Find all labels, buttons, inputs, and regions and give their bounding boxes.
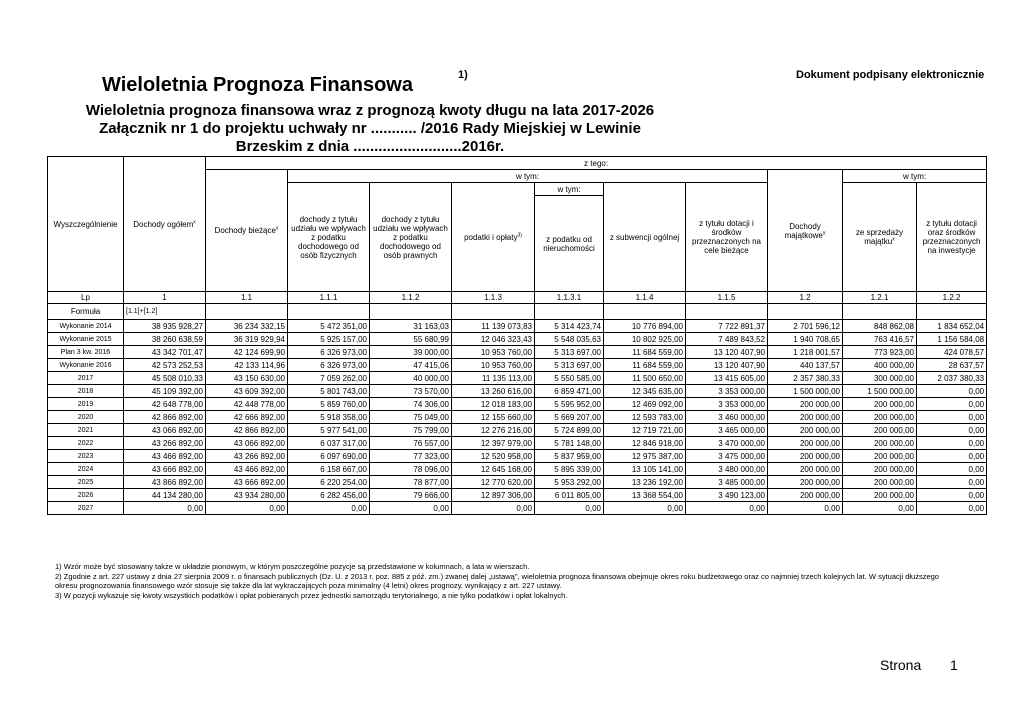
header-cit: dochody z tytułu udziału we wpływach z podatku dochodowego od osób prawnych [370,183,452,292]
lp-cell: 1 [124,292,206,304]
header-dochody-biezace-label: Dochody bieżące [214,226,276,235]
table-cell: 40 000,00 [370,372,452,385]
table-cell: 43 066 892,00 [206,437,288,450]
table-cell: 400 000,00 [843,359,917,372]
table-cell: 6 859 471,00 [535,385,604,398]
table-row [48,463,987,476]
table-cell: 5 724 899,00 [535,424,604,437]
table-cell: 79 666,00 [370,489,452,502]
row-label: 2022 [48,437,124,450]
table-cell: 200 000,00 [843,424,917,437]
table-cell: 43 266 892,00 [124,437,206,450]
table-cell: 0,00 [917,489,987,502]
table-cell: 763 416,57 [843,333,917,346]
table-cell: 1 500 000,00 [768,385,843,398]
table-cell: 3 490 123,00 [686,489,768,502]
table-cell: 75 799,00 [370,424,452,437]
table-cell: 43 466 892,00 [206,463,288,476]
header-podatki-oplaty-label: podatki i opłaty [464,232,518,242]
table-cell: 0,00 [917,398,987,411]
table-row [48,502,987,515]
table-cell: 200 000,00 [843,489,917,502]
table-cell: 43 066 892,00 [124,424,206,437]
table-cell: 5 669 207,00 [535,411,604,424]
formula-row [48,304,987,320]
table-cell: 11 684 559,00 [604,359,686,372]
table-cell: 75 049,00 [370,411,452,424]
row-label: 2027 [48,502,124,515]
lp-cell: 1.1.3.1 [535,292,604,304]
table-cell: 36 319 929,94 [206,333,288,346]
table-cell: 5 595 952,00 [535,398,604,411]
page-number: 1 [950,657,958,673]
table-cell: 12 155 660,00 [452,411,535,424]
table-cell: 43 666 892,00 [124,463,206,476]
table-cell: 6 011 805,00 [535,489,604,502]
table-cell: 38 935 928,27 [124,320,206,333]
header-dochody-majatkowe-label: Dochody majątkowe [784,221,823,240]
subtitle-line-3: Brzeskim z dnia ..........................2016r. [235,138,505,155]
table-cell: 78 877,00 [370,476,452,489]
header-sprzedaz-majatku [843,183,917,292]
note-reference: 1) [458,69,468,81]
table-cell: 44 134 280,00 [124,489,206,502]
row-label: 2019 [48,398,124,411]
table-cell: 5 837 959,00 [535,450,604,463]
subtitle-line-1: Wieloletnia prognoza finansowa wraz z prognozą kwoty długu na lata 2017-2026 [85,102,655,119]
table-cell: 42 866 892,00 [124,411,206,424]
table-cell: 43 342 701,47 [124,346,206,359]
table-cell: 0,00 [604,502,686,515]
table-cell: 0,00 [917,463,987,476]
table-cell: 11 684 559,00 [604,346,686,359]
table-cell: 5 781 148,00 [535,437,604,450]
table-row [48,372,987,385]
table-cell: 5 550 585,00 [535,372,604,385]
lp-cell: Lp [48,292,124,304]
table-cell: 200 000,00 [768,398,843,411]
header-pit: dochody z tytułu udziału we wpływach z podatku dochodowego od osób fizycznych [288,183,370,292]
table-cell: 12 846 918,00 [604,437,686,450]
header-dochody-biezace-sup: x [275,225,279,232]
lp-cell: 1.1.5 [686,292,768,304]
table-cell: 7 722 891,37 [686,320,768,333]
row-label: 2024 [48,463,124,476]
table-cell: 78 096,00 [370,463,452,476]
footnotes [55,562,955,600]
table-cell: 200 000,00 [843,463,917,476]
table-cell: 12 770 620,00 [452,476,535,489]
table-cell: 12 397 979,00 [452,437,535,450]
table-cell: 2 037 380,33 [917,372,987,385]
row-label: Wykonanie 2016 [48,359,124,372]
table-cell: 0,00 [686,502,768,515]
row-label: 2026 [48,489,124,502]
table-cell: 12 469 092,00 [604,398,686,411]
row-label: 2020 [48,411,124,424]
table-cell: 10 953 760,00 [452,359,535,372]
table-cell: 3 460 000,00 [686,411,768,424]
table-cell: 0,00 [917,476,987,489]
table-cell: 13 260 616,00 [452,385,535,398]
lp-cell: 1.1 [206,292,288,304]
table-cell: 6 037 317,00 [288,437,370,450]
table-row [48,424,987,437]
formula-label: Formuła [48,304,124,320]
table-cell: 6 220 254,00 [288,476,370,489]
table-cell: 5 925 157,00 [288,333,370,346]
header-sprzedaz-majatku-label: ze sprzedaży majątku [855,228,904,246]
table-cell: 0,00 [917,437,987,450]
table-cell: 42 666 892,00 [206,411,288,424]
table-cell: 0,00 [370,502,452,515]
table-cell: 28 637,57 [917,359,987,372]
lp-cell: 1.1.3 [452,292,535,304]
footnote-1: 1) Wzór może być stosowany także w układzie pionowym, w którym poszczególne pozycje są przedstawione w kolumnach, a lata w wierszach. [55,562,530,571]
table-cell: 848 862,08 [843,320,917,333]
formula-value: [1.1]+[1.2] [124,304,206,320]
table-cell: 200 000,00 [768,476,843,489]
row-label: 2018 [48,385,124,398]
table-cell: 0,00 [917,424,987,437]
header-dotacje-biezace: z tytułu dotacji i środków przeznaczonych na cele bieżące [686,183,768,292]
table-cell: 12 046 323,43 [452,333,535,346]
table-cell: 42 448 778,00 [206,398,288,411]
table-cell: 13 120 407,90 [686,346,768,359]
table-cell: 6 097 690,00 [288,450,370,463]
table-cell: 55 680,99 [370,333,452,346]
table-cell: 12 520 958,00 [452,450,535,463]
table-cell: 12 645 168,00 [452,463,535,476]
signature-notice: Dokument podpisany elektronicznie [796,69,985,81]
table-cell: 77 323,00 [370,450,452,463]
table-cell: 43 666 892,00 [206,476,288,489]
table-body [48,320,987,515]
table-cell: 5 918 358,00 [288,411,370,424]
table-cell: 200 000,00 [843,476,917,489]
table-cell: 12 975 387,00 [604,450,686,463]
table-cell: 2 357 380,33 [768,372,843,385]
lp-cell: 1.2 [768,292,843,304]
footnote-3: 3) W pozycji wykazuje się kwoty wszystkich podatków i opłat pobieranych przez jednostki samorządu terytorialnego, a nie tylko podatków i opłat lokalnych. [55,590,568,600]
table-cell: 3 465 000,00 [686,424,768,437]
header-sprzedaz-majatku-sup: x [892,236,895,243]
row-label: Plan 3 kw. 2016 [48,346,124,359]
table-cell: 13 415 605,00 [686,372,768,385]
table-cell: 11 135 113,00 [452,372,535,385]
table-cell: 1 156 584,08 [917,333,987,346]
table-cell: 0,00 [917,450,987,463]
page-label: Strona [880,657,922,673]
header-dochody-majatkowe-sup: x [822,229,826,236]
table-cell: 31 163,03 [370,320,452,333]
table-cell: 0,00 [288,502,370,515]
table-cell: 5 859 760,00 [288,398,370,411]
subtitle-line-2: Załącznik nr 1 do projektu uchwały nr ........... /2016 Rady Miejskiej w Lewinie [99,120,641,137]
table-cell: 12 018 183,00 [452,398,535,411]
table-cell: 0,00 [452,502,535,515]
table-cell: 3 353 000,00 [686,385,768,398]
table-cell: 42 648 778,00 [124,398,206,411]
table-cell: 7 489 843,52 [686,333,768,346]
header-dochody-ogolem-label: Dochody ogółem [133,219,194,229]
table-cell: 6 158 667,00 [288,463,370,476]
forecast-table [47,156,987,515]
table-cell: 45 109 392,00 [124,385,206,398]
table-cell: 43 866 892,00 [124,476,206,489]
row-label: 2021 [48,424,124,437]
table-cell: 73 570,00 [370,385,452,398]
group-w-tym-majatkowe: w tym: [843,170,987,183]
header-podatek-nieruchomosci: z podatku od nieruchomości [535,196,604,292]
table-row [48,437,987,450]
lp-cell: 1.1.2 [370,292,452,304]
lp-cell: 1.1.1 [288,292,370,304]
table-cell: 200 000,00 [843,398,917,411]
table-cell: 13 105 141,00 [604,463,686,476]
table-cell: 5 977 541,00 [288,424,370,437]
header-wyszczegolnienie: Wyszczególnienie [48,157,124,292]
header-dochody-biezace [206,170,288,292]
table-cell: 200 000,00 [768,450,843,463]
table-cell: 200 000,00 [768,424,843,437]
row-label: 2025 [48,476,124,489]
row-label: 2023 [48,450,124,463]
table-cell: 200 000,00 [768,463,843,476]
table-cell: 3 470 000,00 [686,437,768,450]
table-cell: 6 326 973,00 [288,346,370,359]
table-cell: 200 000,00 [768,411,843,424]
table-cell: 1 940 708,65 [768,333,843,346]
table-row [48,450,987,463]
table-cell: 76 557,00 [370,437,452,450]
table-cell: 43 150 630,00 [206,372,288,385]
table-cell: 5 801 743,00 [288,385,370,398]
table-cell: 45 508 010,33 [124,372,206,385]
table-cell: 11 500 650,00 [604,372,686,385]
row-label: Wykonanie 2015 [48,333,124,346]
table-cell: 0,00 [206,502,288,515]
table-cell: 6 326 973,00 [288,359,370,372]
table-cell: 38 260 638,59 [124,333,206,346]
header-podatki-oplaty-sup: 3) [517,231,522,238]
table-cell: 12 593 783,00 [604,411,686,424]
table-cell: 3 480 000,00 [686,463,768,476]
table-row [48,476,987,489]
table-cell: 3 353 000,00 [686,398,768,411]
footnote-2: 2) Zgodnie z art. 227 ustawy z dnia 27 sierpnia 2009 r. o finansach publicznych (Dz. U. z 2013 r. poz. 885 z póź. zm.) zwanej dalej „ustawą", wieloletnia prognoza finansowa obejmuje okres roku budżetowego oraz co najmniej trzech kolejnych lat. W sytuacji dłuższego okresu prognozowania finansowego wzór stosuje się także dla lat wykraczających poza minimalny (4 letni) okres prognozy, wynikający z art. 227 ustawy. [55,571,939,590]
lp-cell: 1.2.1 [843,292,917,304]
table-cell: 36 234 332,15 [206,320,288,333]
header-subwencja: z subwencji ogólnej [604,183,686,292]
page-title: Wieloletnia Prognoza Finansowa [102,74,413,96]
table-row [48,359,987,372]
table-cell: 200 000,00 [768,489,843,502]
table-cell: 43 266 892,00 [206,450,288,463]
table-cell: 300 000,00 [843,372,917,385]
table-row [48,398,987,411]
table-cell: 1 500 000,00 [843,385,917,398]
table-row [48,346,987,359]
table-cell: 43 609 392,00 [206,385,288,398]
table-cell: 5 895 339,00 [535,463,604,476]
row-label: Wykonanie 2014 [48,320,124,333]
table-cell: 11 139 073,83 [452,320,535,333]
table-cell: 424 078,57 [917,346,987,359]
document-subtitle [80,102,660,156]
table-cell: 42 133 114,96 [206,359,288,372]
lp-row [48,292,987,304]
table-cell: 0,00 [535,502,604,515]
table-cell: 7 059 262,00 [288,372,370,385]
table-cell: 12 345 635,00 [604,385,686,398]
table-cell: 10 953 760,00 [452,346,535,359]
table-cell: 440 137,57 [768,359,843,372]
table-cell: 5 548 035,63 [535,333,604,346]
table-cell: 74 306,00 [370,398,452,411]
table-cell: 39 000,00 [370,346,452,359]
table-cell: 47 415,06 [370,359,452,372]
table-cell: 200 000,00 [843,437,917,450]
table-cell: 200 000,00 [843,450,917,463]
lp-cell: 1.1.4 [604,292,686,304]
header-dotacje-inwestycje: z tytułu dotacji oraz środków przeznaczonych na inwestycje [917,183,987,292]
table-cell: 42 124 699,90 [206,346,288,359]
table-cell: 10 776 894,00 [604,320,686,333]
table-cell: 5 313 697,00 [535,359,604,372]
table-cell: 200 000,00 [843,411,917,424]
table-cell: 12 276 216,00 [452,424,535,437]
table-cell: 0,00 [124,502,206,515]
table-cell: 13 368 554,00 [604,489,686,502]
table-cell: 12 897 306,00 [452,489,535,502]
table-cell: 43 934 280,00 [206,489,288,502]
header-dochody-ogolem [124,157,206,292]
table-cell: 0,00 [917,502,987,515]
table-cell: 3 475 000,00 [686,450,768,463]
table-cell: 1 218 001,57 [768,346,843,359]
group-w-tym-biezace: w tym: [288,170,768,183]
table-cell: 12 719 721,00 [604,424,686,437]
header-dochody-ogolem-sup: x [193,218,196,225]
table-cell: 3 485 000,00 [686,476,768,489]
table-cell: 0,00 [768,502,843,515]
table-cell: 2 701 596,12 [768,320,843,333]
table-cell: 0,00 [917,411,987,424]
table-cell: 1 834 652,04 [917,320,987,333]
group-w-tym-podatki: w tym: [535,183,604,196]
table-cell: 6 282 456,00 [288,489,370,502]
header-dochody-majatkowe [768,170,843,292]
table-row [48,411,987,424]
table-cell: 200 000,00 [768,437,843,450]
table-row [48,320,987,333]
table-row [48,333,987,346]
table-cell: 42 573 252,53 [124,359,206,372]
row-label: 2017 [48,372,124,385]
group-z-tego: z tego: [206,157,987,170]
table-cell: 5 472 351,00 [288,320,370,333]
table-cell: 5 953 292,00 [535,476,604,489]
header-podatki-oplaty [452,183,535,292]
table-row [48,489,987,502]
table-cell: 0,00 [917,385,987,398]
table-cell: 5 314 423,74 [535,320,604,333]
table-cell: 13 120 407,90 [686,359,768,372]
table-cell: 5 313 697,00 [535,346,604,359]
table-cell: 42 866 892,00 [206,424,288,437]
lp-cell: 1.2.2 [917,292,987,304]
table-cell: 773 923,00 [843,346,917,359]
table-row [48,385,987,398]
table-cell: 43 466 892,00 [124,450,206,463]
table-cell: 10 802 925,00 [604,333,686,346]
table-cell: 0,00 [843,502,917,515]
table-cell: 13 236 192,00 [604,476,686,489]
